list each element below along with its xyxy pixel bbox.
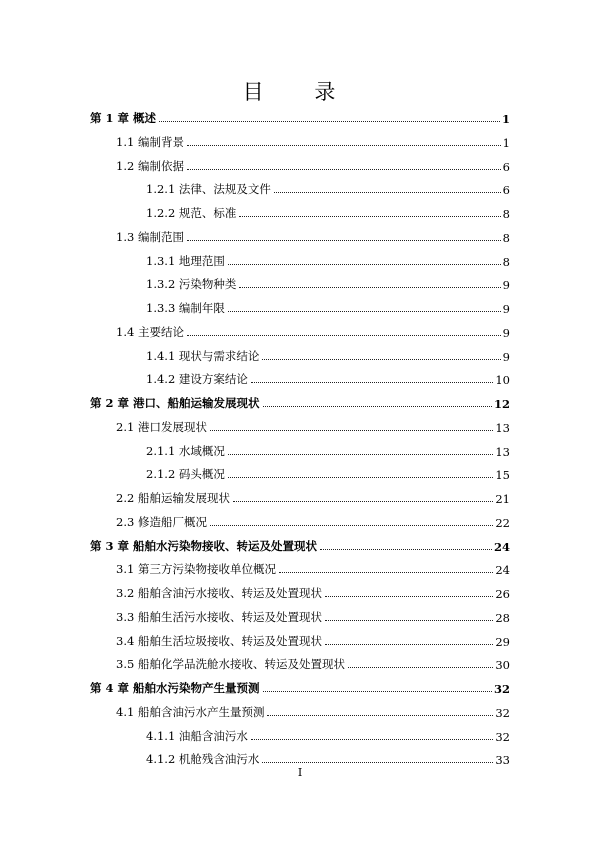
toc-entry-page: 29 — [495, 634, 510, 649]
toc-entry-label: 1.4.1 现状与需求结论 — [146, 348, 260, 363]
toc-entry-label: 1.2.2 规范、标准 — [146, 206, 237, 220]
toc-entry-page: 15 — [495, 468, 510, 483]
toc-entry[interactable] — [116, 629, 510, 649]
toc-entry-label: 2.2 船舶运输发展现状 — [116, 491, 230, 505]
toc-leader-dots — [267, 715, 493, 716]
toc-entry-page: 24 — [493, 539, 510, 554]
toc-leader-dots — [274, 192, 501, 193]
toc-leader-dots — [262, 359, 500, 360]
toc-entry-page: 9 — [502, 278, 510, 293]
toc-entry-page: 30 — [495, 658, 510, 673]
toc-entry[interactable] — [116, 130, 510, 150]
toc-entry-label: 3.4 船舶生活垃圾接收、转运及处置现状 — [116, 633, 322, 648]
toc-leader-dots — [228, 454, 493, 455]
toc-entry[interactable] — [116, 320, 510, 340]
toc-leader-dots — [325, 644, 493, 645]
toc-entry-page: 6 — [502, 159, 510, 174]
toc-entry-label: 3.2 船舶含油污水接收、转运及处置现状 — [116, 586, 322, 600]
toc-entry[interactable] — [146, 462, 510, 482]
toc-entry[interactable] — [146, 177, 510, 197]
toc-entry-page: 1 — [501, 112, 510, 126]
toc-entry-label: 2.1 港口发展现状 — [116, 419, 207, 434]
toc-entry-label: 3.5 船舶化学品洗舱水接收、转运及处置现状 — [116, 657, 345, 672]
toc-entry[interactable] — [116, 581, 510, 601]
toc-entry[interactable] — [116, 510, 510, 530]
toc-entry-label: 3.1 第三方污染物接收单位概况 — [116, 562, 276, 577]
toc-entry-label: 3.3 船舶生活污水接收、转运及处置现状 — [116, 609, 322, 624]
toc-entry-page: 21 — [495, 492, 510, 506]
toc-leader-dots — [263, 691, 492, 692]
toc-entry-page: 8 — [502, 230, 510, 245]
toc-entry[interactable] — [90, 534, 510, 554]
toc-leader-dots — [263, 406, 492, 407]
toc-entry[interactable] — [116, 415, 510, 435]
toc-leader-dots — [279, 572, 493, 573]
toc-leader-dots — [239, 287, 500, 288]
toc-leader-dots — [251, 739, 493, 740]
toc-leader-dots — [187, 145, 501, 146]
toc-leader-dots — [210, 430, 493, 431]
toc-entry-label: 1.2.1 法律、法规及文件 — [146, 182, 271, 197]
toc-entry-label: 4.1.2 机舱残含油污水 — [146, 752, 260, 767]
toc-leader-dots — [210, 525, 493, 526]
toc-entry-page: 8 — [502, 254, 510, 269]
toc-entry-label: 1.3.3 编制年限 — [146, 301, 225, 315]
toc-entry[interactable] — [116, 700, 510, 720]
toc-entry[interactable] — [146, 296, 510, 316]
toc-leader-dots — [348, 667, 493, 668]
toc-entry-label: 1.3 编制范围 — [116, 229, 184, 244]
toc-entry-page: 26 — [495, 587, 510, 601]
toc-leader-dots — [239, 216, 500, 217]
toc-entry-page: 13 — [495, 444, 510, 459]
toc-entry-label: 1.3.2 污染物种类 — [146, 277, 237, 292]
toc-entry-label: 1.2 编制依据 — [116, 158, 184, 173]
toc-entry-label: 1.4.2 建设方案结论 — [146, 372, 248, 387]
toc-entry-page: 32 — [493, 682, 510, 696]
toc-entry[interactable] — [116, 605, 510, 625]
toc-entry-label: 第 3 章 船舶水污染物接收、转运及处置现状 — [90, 538, 318, 553]
toc-entry[interactable] — [116, 225, 510, 245]
toc-entry-page: 1 — [502, 135, 510, 150]
toc-entry-page: 24 — [495, 563, 510, 578]
toc-entry-page: 13 — [495, 420, 510, 435]
toc-entry-label: 4.1 船舶含油污水产生量预测 — [116, 704, 265, 719]
toc-entry-page: 9 — [502, 325, 510, 340]
toc-entry[interactable] — [146, 439, 510, 459]
toc-entry-page: 32 — [495, 705, 510, 720]
toc-entry-label: 2.1.1 水域概况 — [146, 443, 225, 458]
toc-leader-dots — [233, 501, 493, 502]
page-number: I — [297, 766, 303, 779]
toc-leader-dots — [325, 596, 493, 597]
toc-leader-dots — [251, 382, 493, 383]
toc-entry[interactable] — [146, 367, 510, 387]
toc-leader-dots — [187, 240, 501, 241]
toc-entry-page: 33 — [495, 753, 510, 768]
toc-leader-dots — [320, 549, 492, 550]
toc-entry-page: 8 — [502, 207, 510, 221]
toc-entry-label: 第 2 章 港口、船舶运输发展现状 — [90, 396, 260, 410]
toc-entry-page: 32 — [495, 729, 510, 744]
toc-entry-label: 1.4 主要结论 — [116, 324, 184, 339]
toc-entry[interactable] — [146, 724, 510, 744]
toc-entry-page: 10 — [495, 373, 510, 388]
toc-entry-label: 1.3.1 地理范围 — [146, 253, 225, 268]
toc-entry-page: 28 — [495, 610, 510, 625]
toc-entry[interactable] — [116, 652, 510, 672]
toc-leader-dots — [262, 762, 493, 763]
toc-title: 目 录 — [242, 80, 358, 104]
toc-entry-page: 22 — [495, 515, 510, 530]
toc-entry[interactable] — [90, 391, 510, 411]
toc-entry-label: 2.3 修造船厂概况 — [116, 514, 207, 529]
toc-entry[interactable] — [90, 106, 510, 126]
toc-leader-dots — [187, 169, 501, 170]
toc-entry[interactable] — [146, 272, 510, 292]
toc-entry[interactable] — [146, 249, 510, 269]
toc-leader-dots — [325, 620, 493, 621]
toc-entry[interactable] — [116, 154, 510, 174]
toc-entry-label: 第 4 章 船舶水污染物产生量预测 — [90, 681, 260, 695]
toc-leader-dots — [159, 121, 500, 122]
toc-entry-page: 12 — [493, 397, 510, 411]
toc-entry[interactable] — [116, 557, 510, 577]
toc-entry-label: 1.1 编制背景 — [116, 134, 184, 149]
toc-leader-dots — [187, 335, 501, 336]
toc-entry-page: 9 — [502, 349, 510, 364]
toc-entry-label: 4.1.1 油船含油污水 — [146, 728, 248, 743]
toc-entry[interactable] — [116, 486, 510, 506]
toc-entry-page: 9 — [502, 302, 510, 316]
toc-entry-label: 第 1 章 概述 — [90, 111, 157, 125]
toc-leader-dots — [228, 311, 501, 312]
toc-entry[interactable] — [146, 344, 510, 364]
toc-entry-page: 6 — [502, 183, 510, 198]
toc-entry[interactable] — [146, 201, 510, 221]
toc-leader-dots — [228, 477, 493, 478]
toc-entry[interactable] — [90, 676, 510, 696]
toc-entry[interactable] — [146, 747, 510, 767]
toc-entry-label: 2.1.2 码头概况 — [146, 467, 225, 482]
toc-leader-dots — [228, 264, 501, 265]
